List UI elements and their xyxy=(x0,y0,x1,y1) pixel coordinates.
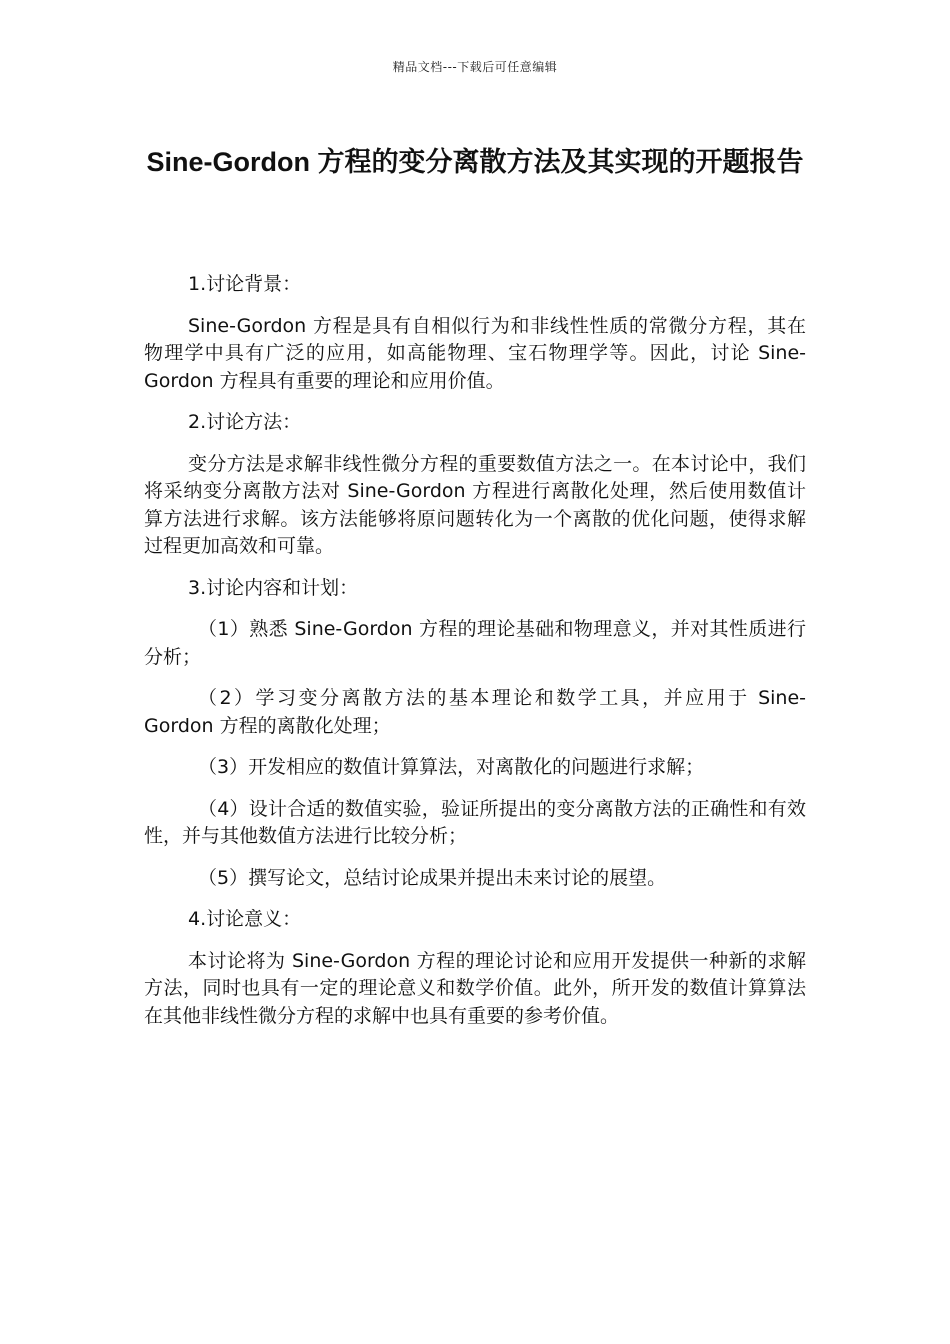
section-heading-method: 2.讨论方法： xyxy=(188,411,302,433)
section-heading-plan: 3.讨论内容和计划： xyxy=(188,576,359,599)
document-body xyxy=(144,271,806,1044)
page-header-note: 精品文档---下载后可任意编辑 xyxy=(392,60,558,74)
section-text-method: 变分方法是求解非线性微分方程的重要数值方法之一。在本讨论中，我们将采纳变分离散方法对 Sine-Gordon 方程进行离散化处理，然后使用数值计算方法进行求解。该方法能够将原问题转化为一个离散的优化问题，使得求解过程更加高效和可靠。 xyxy=(144,452,806,557)
document-title: Sine-Gordon 方程的变分离散方法及其实现的开题报告 xyxy=(146,147,804,177)
section-heading-background: 1.讨论背景： xyxy=(188,273,302,295)
plan-item: （1）熟悉 Sine-Gordon 方程的理论基础和物理意义，并对其性质进行分析； xyxy=(144,618,806,668)
plan-item: （2）学习变分离散方法的基本理论和数学工具，并应用于 Sine-Gordon 方程的离散化处理； xyxy=(144,687,806,737)
section-text-background: Sine-Gordon 方程是具有自相似行为和非线性性质的常微分方程，其在物理学中具有广泛的应用，如高能物理、宝石物理学等。因此，讨论 Sine-Gordon 方程具有重要的理论和应用价值。 xyxy=(144,314,806,392)
plan-item: （4）设计合适的数值实验，验证所提出的变分离散方法的正确性和有效性，并与其他数值方法进行比较分析； xyxy=(144,797,806,847)
plan-item: （5）撰写论文，总结讨论成果并提出未来讨论的展望。 xyxy=(198,866,667,889)
section-text-significance: 本讨论将为 Sine-Gordon 方程的理论讨论和应用开发提供一种新的求解方法，同时也具有一定的理论意义和数学价值。此外，所开发的数值计算算法在其他非线性微分方程的求解中也具有重要的参考价值。 xyxy=(144,949,806,1027)
plan-item: （3）开发相应的数值计算算法，对离散化的问题进行求解； xyxy=(198,756,705,778)
section-heading-significance: 4.讨论意义： xyxy=(188,908,302,930)
